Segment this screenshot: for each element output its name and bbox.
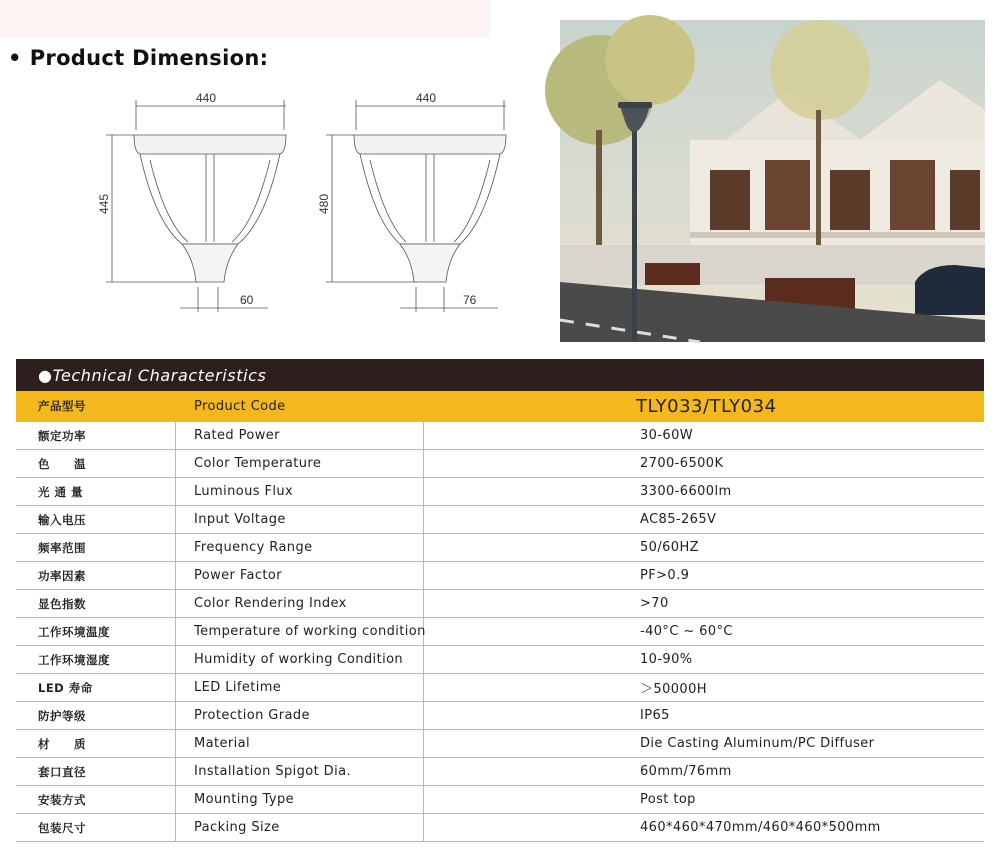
cn-label: 显色指数	[16, 590, 176, 618]
table-row	[16, 590, 984, 618]
value: 2700-6500K	[424, 450, 985, 478]
table-row	[16, 506, 984, 534]
table-row	[16, 422, 984, 450]
en-label: Packing Size	[176, 814, 424, 842]
cn-label: LED 寿命	[16, 674, 176, 702]
table-row	[16, 534, 984, 562]
cn-label: 包装尺寸	[16, 814, 176, 842]
section-title-text: Product Dimension:	[29, 46, 269, 70]
value: IP65	[424, 702, 985, 730]
drawing-2-width-label: 440	[416, 91, 437, 105]
table-row	[16, 730, 984, 758]
value: 30-60W	[424, 422, 985, 450]
cn-label: 色 温	[16, 450, 176, 478]
en-label: Luminous Flux	[176, 478, 424, 506]
en-label: Color Temperature	[176, 450, 424, 478]
en-label: Color Rendering Index	[176, 590, 424, 618]
value: ＞50000H	[424, 674, 985, 702]
cn-label: 工作环境湿度	[16, 646, 176, 674]
en-label: Power Factor	[176, 562, 424, 590]
value: Post top	[424, 786, 985, 814]
en-label: Rated Power	[176, 422, 424, 450]
cn-label: 频率范围	[16, 534, 176, 562]
spec-header-title: Technical Characteristics	[52, 365, 267, 385]
cn-label: 套口直径	[16, 758, 176, 786]
table-row-product-code	[16, 391, 984, 422]
table-row	[16, 674, 984, 702]
value: 60mm/76mm	[424, 758, 985, 786]
spec-header	[16, 359, 984, 391]
bullet-icon: ●	[38, 365, 53, 385]
value: PF>0.9	[424, 562, 985, 590]
cn-label: 光 通 量	[16, 478, 176, 506]
top-band	[0, 0, 490, 38]
section-title	[8, 46, 268, 70]
drawing-1-spigot-label: 60	[240, 293, 254, 307]
value: TLY033/TLY034	[424, 391, 985, 422]
value: AC85-265V	[424, 506, 985, 534]
drawing-2-height-label: 480	[317, 193, 331, 214]
cn-label: 输入电压	[16, 506, 176, 534]
cn-label: 工作环境温度	[16, 618, 176, 646]
cn-label: 安装方式	[16, 786, 176, 814]
table-row	[16, 786, 984, 814]
bullet-icon: •	[8, 46, 22, 70]
value: 10-90%	[424, 646, 985, 674]
value: Die Casting Aluminum/PC Diffuser	[424, 730, 985, 758]
en-label: Protection Grade	[176, 702, 424, 730]
en-label: Material	[176, 730, 424, 758]
table-row	[16, 814, 984, 842]
dimension-drawing-2	[317, 82, 510, 321]
en-label: Product Code	[176, 391, 424, 422]
value: 50/60HZ	[424, 534, 985, 562]
table-row	[16, 618, 984, 646]
en-label: Temperature of working condition	[176, 618, 424, 646]
drawing-1-width-label: 440	[196, 91, 217, 105]
cn-label: 材 质	[16, 730, 176, 758]
value: 460*460*470mm/460*460*500mm	[424, 814, 985, 842]
table-row	[16, 646, 984, 674]
cn-label: 额定功率	[16, 422, 176, 450]
en-label: Installation Spigot Dia.	[176, 758, 424, 786]
table-row	[16, 702, 984, 730]
value: -40°C ~ 60°C	[424, 618, 985, 646]
cn-label: 功率因素	[16, 562, 176, 590]
cn-label: 产品型号	[16, 391, 176, 422]
en-label: Humidity of working Condition	[176, 646, 424, 674]
value: >70	[424, 590, 985, 618]
table-row	[16, 562, 984, 590]
cn-label: 防护等级	[16, 702, 176, 730]
drawing-1-height-label: 445	[97, 193, 111, 214]
en-label: LED Lifetime	[176, 674, 424, 702]
table-row	[16, 450, 984, 478]
en-label: Frequency Range	[176, 534, 424, 562]
spec-table	[16, 359, 984, 842]
drawing-2-spigot-label: 76	[463, 293, 477, 307]
value: 3300-6600lm	[424, 478, 985, 506]
en-label: Input Voltage	[176, 506, 424, 534]
product-photo	[560, 20, 985, 342]
table-row	[16, 478, 984, 506]
dimension-drawing-1	[97, 82, 280, 321]
table-row	[16, 758, 984, 786]
en-label: Mounting Type	[176, 786, 424, 814]
